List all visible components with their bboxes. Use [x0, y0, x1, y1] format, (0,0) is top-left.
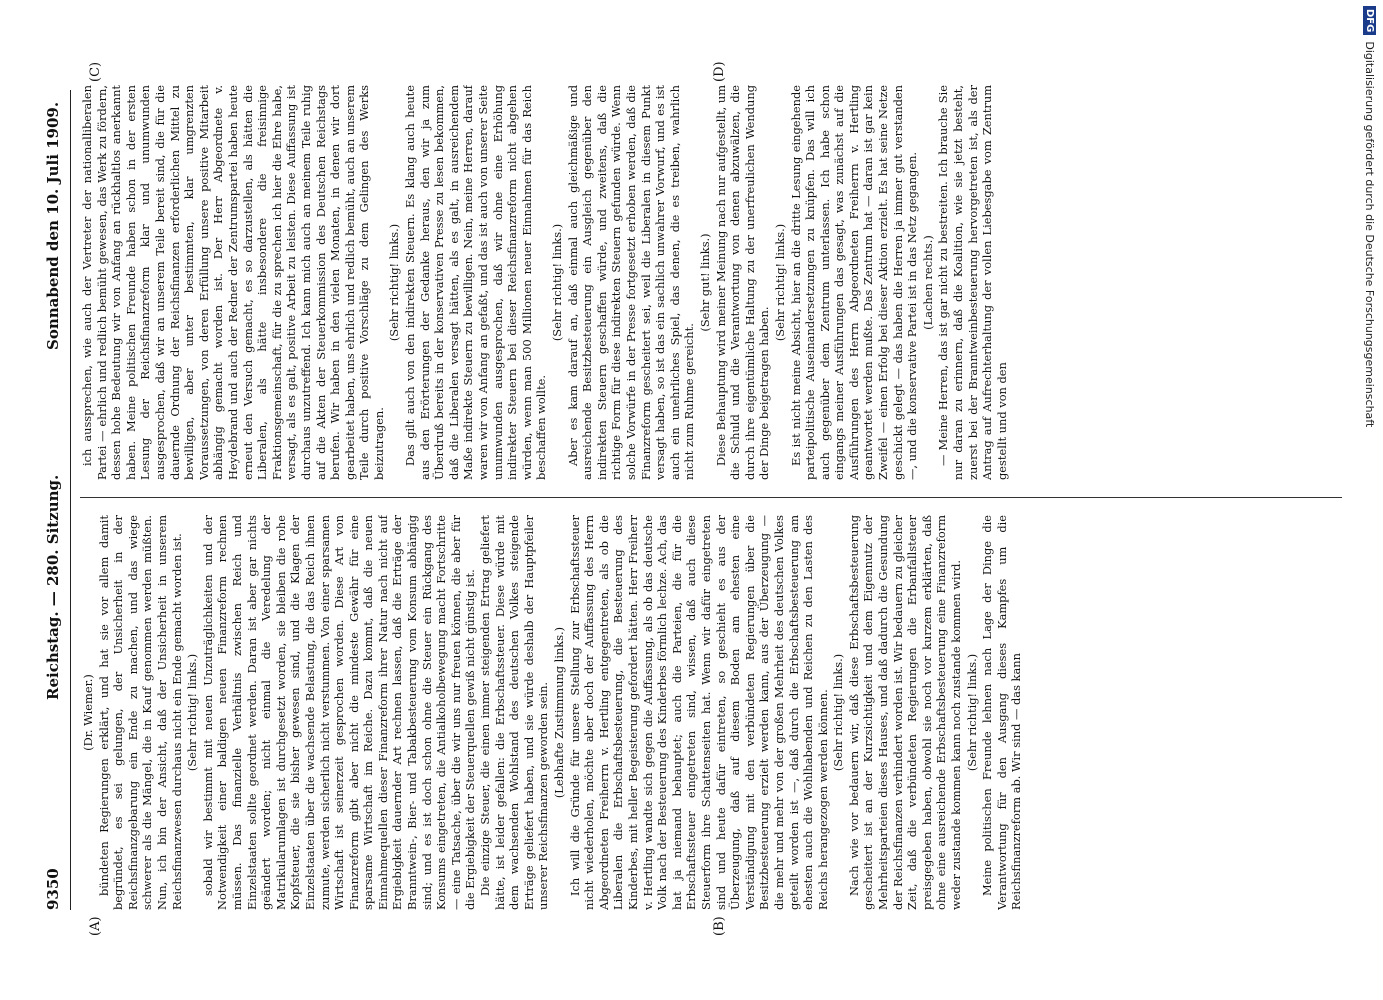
- interjection: (Sehr richtig! links.): [549, 223, 564, 342]
- paragraph: Diese Behauptung wird meiner Meinung nach nur aufgestellt, um die Schuld und die Verantwortung von denen abzuwälzen, die durch ihre eigentümliche Haltung zu der unerfreulichen Wendung der Dinge beigetragen haben.: [713, 85, 771, 480]
- page-header: [44, 90, 68, 910]
- interjection: (Lebhafte Zustimmung links.): [551, 626, 566, 799]
- paragraph: Ich will die Gründe für unsere Stellung zur Erbschaftssteuer nicht wiederholen, möchte aber doch der Auffassung des Herrn Abgeordneten Freiherrn v. Hertling entgegentreten, als ob die Liberalen die Erbschaftsbesteuerung, die Besteuerung des Kinderbes, mit heller Begeisterung gefordert hätten. Herr Freiherr v. Hertling wandte sich gegen die Auffassung, als ob das deutsche Volk nach der Besteuerung des Kinderbes förmlich lechze. Ach, das hat ja niemand behauptet; auch die Parteien, die für die Erbschaftssteuer eingetreten sind, wissen, daß auch diese Steuerform ihre Schattenseiten hat. Wenn wir dafür eingetreten sind und heute dafür eintreten, so geschieht es aus der Überzeugung, daß auf diesem Boden am ehesten eine Verständigung mit den verbündeten Regierungen über die Besitzbesteuerung erzielt werden kann, aus der Überzeugung — die mehr und mehr von der großen Mehrheit des deutschen Volkes geteilt worden ist —, daß durch die Erbschaftsbesteuerung am ehesten auch die Wohlhabenden und Reichen zu den Lasten des Reichs herangezogen werden können.: [567, 515, 830, 910]
- left-text-column: [80, 515, 1342, 910]
- interjection: (Sehr richtig! links.): [184, 653, 199, 772]
- right-text-column: [80, 85, 1342, 480]
- interjection: (Sehr richtig! links.): [964, 653, 979, 772]
- dfg-logo-icon: DFG: [1364, 6, 1377, 35]
- interjection: (Sehr richtig! links.): [386, 223, 401, 342]
- interjection: (Lachen rechts.): [920, 235, 935, 330]
- margin-mark-c: (C): [87, 61, 103, 82]
- interjection: (Sehr richtig! links.): [830, 653, 845, 772]
- rotated-page: [22, 50, 1362, 950]
- paragraph: Aber es kam darauf an, daß einmal auch gleichmäßige und ausreichende Besitzbesteuerung ein Ausgleich gegenüber den indirekten Steuern geschaffen würde, und zweitens, daß die richtige Form für diese indirekten Steuern gefunden würde. Wenn solche Vorwürfe in der Presse fortgesetzt erhoben werden, daß die Finanzreform gescheitert sei, weil die Liberalen in diesem Punkt versagt haben, so ist das ein sachlich unwahrer Vorwurf, und es ist auch ein unehrliches Spiel, das denen, die es treiben, wahrlich nicht zum Ruhme gereicht.: [565, 85, 696, 480]
- paragraph: ich aussprechen, wie auch der Vertreter der nationalliberalen Partei — ehrlich und redlich bemüht gewesen, das Werk zu fördern, dessen hohe Bedeutung wir von Anfang an rückhaltlos anerkannt haben. Meine politischen Freunde haben schon in der ersten Lesung der Reichsfinanzreform klar und unumwunden ausgesprochen, daß wir an unserem Teile bereit sind, die für die dauernde Ordnung der Reichsfinanzen erforderlichen Mittel zu bewilligen, aber unter bestimmten, klar umgrenzten Voraussetzungen, von deren Erfüllung unsere positive Mitarbeit abhängig gemacht worden ist. Der Herr Abgeordnete v. Heydebrand und auch der Redner der Zentrumspartei haben heute erneut den Versuch gemacht, es so darzustellen, als hätten die Liberalen, als hätte insbesondere die freisinnige Fraktionsgemeinschaft, für die zu sprechen ich hier die Ehre habe, versagt, als es galt, positive Arbeit zu leisten. Diese Auffassung ist durchaus unzutreffend. Ich kann mich auch an meinem Teile ruhig auf die Akten der Steuerkommission des Deutschen Reichstags berufen. Wir haben in den vielen Monaten, in denen wir dort gearbeitet haben, uns ehrlich und redlich bemüht, auch an unserem Teile durch positive Vorschläge zu dem Gelingen des Werks beizutragen.: [79, 85, 386, 480]
- paragraph: Nach wie vor bedauern wir, daß diese Erbschaftsbesteuerung gescheitert ist an der Kurzsichtigkeit und dem Eigennutz der Mehrheitsparteien dieses Hauses, und daß dadurch die Gesundung der Reichsfinanzen verhindert worden ist. Wir bedauern zu gleicher Zeit, daß die verbündeten Regierungen die Erbanfallsteuer preisgegeben haben, obwohl sie noch vor kurzem erklärten, daß ohne eine ausreichende Erbschaftsbesteuerung eine Finanzreform weder zustande kommen kann noch zustande kommen wird.: [846, 515, 963, 910]
- paragraph: — Meine Herren, das ist gar nicht zu bestreiten. Ich brauche Sie nur daran zu erinnern, daß die Koalition, wie sie jetzt besteht, zuerst bei der Branntweinbesteuerung hervorgetreten ist, als der Antrag auf Aufrechterhaltung der vollen Liebesgabe vom Zentrum gestellt und von den: [935, 85, 1009, 480]
- margin-mark-d: (D): [711, 61, 727, 82]
- margin-mark-b: (B): [711, 916, 727, 936]
- header-rule: [70, 90, 71, 910]
- paragraph: Das gilt auch von den indirekten Steuern. Es klang auch heute aus den Erörterungen der Gedanke heraus, den wir ja zum Überdruß bereits in der konservativen Presse zu lesen bekommen, daß die Liberalen versagt hätten, als es galt, in ausreichendem Maße indirekte Steuern zu bewilligen. Nein, meine Herren, darauf waren wir von Anfang an gefaßt, und das ist auch von unserer Seite unumwunden ausgesprochen, daß wir ohne eine Erhöhung indirekter Steuern bei dieser Reichsfinanzreform nicht abgehen würden, wenn man 500 Millionen neuer Einnahmen für das Reich beschaffen wollte.: [402, 85, 548, 480]
- dfg-stamp-text: Digitalisierung gefördert durch die Deutsche Forschungsgemeinschaft: [1363, 41, 1377, 428]
- paragraph: bündeten Regierungen erklärt, und hat sie vor allem damit begründet, es sei gelungen, der Unsicherheit in der Reichsfinanzgebarung ein Ende zu machen, und das wiege schwerer als die Mängel, die in Kauf genommen werden müßten. Nun, ich bin der Ansicht, daß der Unsicherheit in unserem Reichsfinanzwesen durchaus nicht ein Ende gemacht worden ist.: [96, 515, 184, 910]
- page-number: 9350: [43, 868, 62, 910]
- header-left-title: Reichstag. — 280. Sitzung.: [43, 474, 62, 700]
- column-divider: [80, 497, 1342, 498]
- interjection: (Sehr gut! links.): [697, 233, 712, 332]
- interjection: (Sehr richtig! links.): [772, 223, 787, 342]
- paragraph: Es ist nicht meine Absicht, hier an die dritte Lesung eingehende parteipolitische Auseinandersetzungen zu knüpfen. Das will ich auch gegenüber dem Zentrum unterlassen. Ich habe schon eingangs meiner Ausführungen das gesagt, was zunächst auf die Ausführungen des Herrn Abgeordneten Freiherrn v. Hertling geantwortet werden mußte. Das Zentrum hat — daran ist gar kein Zweifel — einen Erfolg bei dieser Aktion erzielt. Es hat seine Netze geschickt gelegt — das haben die Herren ja immer gut verstanden —, und die konservative Partei ist in das Netz gegangen.: [788, 85, 919, 480]
- paragraph: Die einzige Steuer, die einen immer steigenden Ertrag geliefert hätte, ist leider gefallen: die Erbschaftssteuer. Diese würde mit dem wachsenden Wohlstand des deutschen Volkes steigende Erträge geliefert haben, und sie würde deshalb der Hauptpfeiler unserer Reichsfinanzen geworden sein.: [477, 515, 550, 910]
- dfg-stamp: [1359, 6, 1381, 996]
- paragraph: Meine politischen Freunde lehnen nach Lage der Dinge die Verantwortung für den Ausgang dieses Kampfes um die Reichsfinanzreform ab. Wir sind — das kann: [979, 515, 1023, 910]
- interjection: (Dr. Wiemer.): [80, 674, 95, 751]
- header-right-title: Sonnabend den 10. Juli 1909.: [43, 101, 62, 350]
- margin-mark-a: (A): [87, 916, 103, 936]
- paragraph: sobald wir bestimmt mit neuen Unzuträglichkeiten und der Notwendigkeit einer baldigen neuen Finanzreform rechnen müssen. Das finanzielle Verhältnis zwischen Reich und Einzelstaaten sollte geordnet werden. Daran ist aber gar nichts geändert worden; nicht einmal die Veredelung der Matrikularumlagen ist durchgesetzt worden, sie bleiben die rohe Kopfsteuer, die sie bisher gewesen sind, und die Klagen der Einzelstaaten über die wachsende Belastung, die das Reich ihnen zumute, werden sicherlich nicht verstummen. Von einer sparsamen Wirtschaft ist seinerzeit gesprochen worden. Diese Art von Finanzreform gibt aber nicht die mindeste Gewähr für eine sparsame Wirtschaft im Reiche. Dazu kommt, daß die neuen Einnahmequellen dieser Finanzreform ihrer Natur nach nicht auf Ergiebigkeit dauernder Art rechnen lassen, daß die Erträge der Branntwein-, Bier- und Tabakbesteuerung vom Konsum abhängig sind; und es ist doch schon ohne die Steuer ein Rückgang des Konsums eingetreten, die Antialkoholbewegung macht Fortschritte — eine Tatsache, über die wir uns nur freuen können, die aber für die Ergiebigkeit der Steuerquellen gewiß nicht günstig ist.: [200, 515, 477, 910]
